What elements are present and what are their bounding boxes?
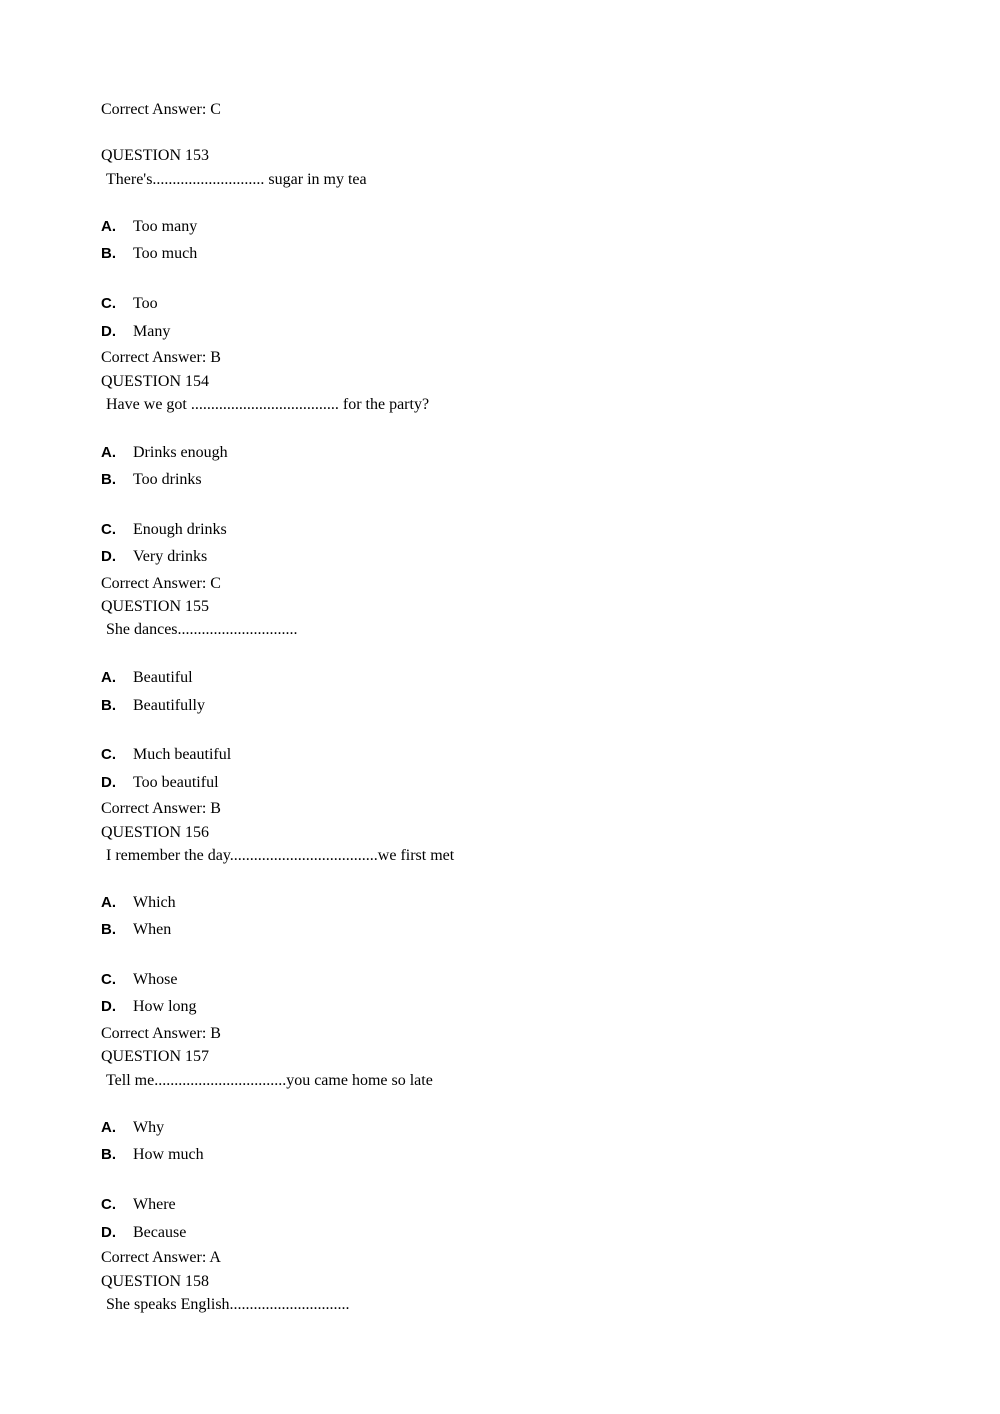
question-155-option-b — [101, 696, 205, 716]
question-153-option-d — [101, 322, 170, 342]
option-letter: C. — [101, 1196, 116, 1213]
option-text: Too much — [133, 245, 198, 262]
option-letter: D. — [101, 998, 116, 1015]
question-155-prompt: She dances.............................. — [106, 621, 298, 638]
option-letter: D. — [101, 548, 116, 565]
question-158-label: QUESTION 158 — [101, 1273, 209, 1290]
question-153-option-a — [101, 217, 197, 237]
question-156-option-d — [101, 997, 197, 1017]
question-154-prompt: Have we got ..................................... for the party? — [106, 396, 430, 413]
option-text: Too — [133, 295, 158, 312]
question-156-label: QUESTION 156 — [101, 824, 209, 841]
option-letter: C. — [101, 521, 116, 538]
question-154-answer: Correct Answer: C — [101, 575, 221, 592]
option-letter: D. — [101, 323, 116, 340]
question-155-option-d — [101, 773, 219, 793]
question-154-option-d — [101, 547, 207, 567]
question-154-option-b — [101, 470, 202, 490]
option-text: Enough drinks — [133, 521, 227, 538]
question-154-option-a — [101, 443, 228, 463]
option-text: Many — [133, 323, 171, 340]
option-text: How much — [133, 1146, 204, 1163]
option-letter: B. — [101, 697, 116, 714]
question-153-label: QUESTION 153 — [101, 147, 209, 164]
question-156-answer: Correct Answer: B — [101, 1025, 221, 1042]
question-156-option-c — [101, 970, 177, 990]
question-157-answer: Correct Answer: A — [101, 1249, 221, 1266]
question-156-option-a — [101, 893, 176, 913]
option-letter: D. — [101, 1224, 116, 1241]
option-letter: D. — [101, 774, 116, 791]
option-letter: B. — [101, 921, 116, 938]
option-letter: C. — [101, 971, 116, 988]
question-156-prompt: I remember the day.....................................we first met — [106, 847, 455, 864]
option-letter: A. — [101, 894, 116, 911]
question-155-option-a — [101, 668, 193, 688]
question-153-prompt: There's............................ sugar in my tea — [106, 171, 367, 188]
question-157-prompt: Tell me.................................you came home so late — [106, 1072, 433, 1089]
option-text: How long — [133, 998, 197, 1015]
option-letter: A. — [101, 444, 116, 461]
option-letter: B. — [101, 245, 116, 262]
option-letter: A. — [101, 669, 116, 686]
option-text: Beautiful — [133, 669, 193, 686]
question-157-label: QUESTION 157 — [101, 1048, 209, 1065]
option-text: Beautifully — [133, 697, 205, 714]
option-letter: A. — [101, 1119, 116, 1136]
question-153-option-c — [101, 294, 158, 314]
option-text: Which — [133, 894, 176, 911]
question-155-answer: Correct Answer: B — [101, 800, 221, 817]
question-157-option-a — [101, 1118, 164, 1138]
question-157-option-b — [101, 1145, 204, 1165]
option-text: Why — [133, 1119, 165, 1136]
question-157-option-d — [101, 1223, 186, 1243]
option-text: Too many — [133, 218, 198, 235]
question-153-option-b — [101, 244, 197, 264]
option-text: Too drinks — [133, 471, 202, 488]
question-155-option-c — [101, 745, 231, 765]
option-text: Whose — [133, 971, 178, 988]
correct-answer-152: Correct Answer: C — [101, 101, 221, 118]
question-154-option-c — [101, 520, 227, 540]
option-text: Much beautiful — [133, 746, 232, 763]
question-153-answer: Correct Answer: B — [101, 349, 221, 366]
option-text: Where — [133, 1196, 176, 1213]
option-text: Because — [133, 1224, 187, 1241]
question-158-prompt: She speaks English.............................. — [106, 1296, 350, 1313]
option-text: When — [133, 921, 172, 938]
question-157-option-c — [101, 1195, 176, 1215]
question-155-label: QUESTION 155 — [101, 598, 209, 615]
option-text: Drinks enough — [133, 444, 228, 461]
option-letter: C. — [101, 746, 116, 763]
question-156-option-b — [101, 920, 171, 940]
option-text: Very drinks — [133, 548, 208, 565]
question-154-label: QUESTION 154 — [101, 373, 209, 390]
option-text: Too beautiful — [133, 774, 219, 791]
option-letter: B. — [101, 471, 116, 488]
option-letter: C. — [101, 295, 116, 312]
option-letter: B. — [101, 1146, 116, 1163]
option-letter: A. — [101, 218, 116, 235]
